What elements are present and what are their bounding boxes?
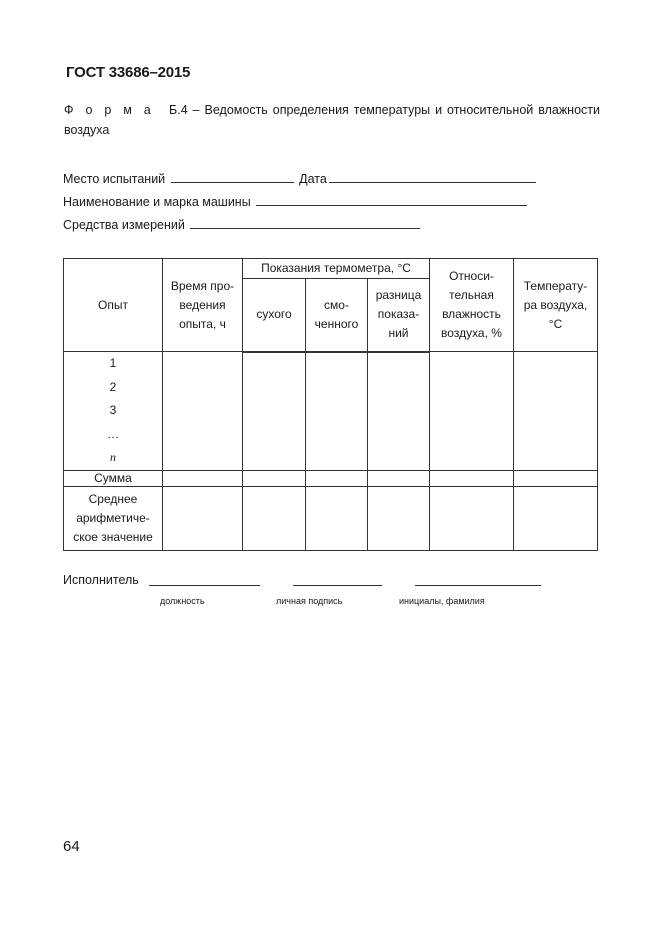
table-cell[interactable] xyxy=(243,486,306,550)
table-cell[interactable] xyxy=(306,486,368,550)
document-header: ГОСТ 33686–2015 xyxy=(66,64,191,81)
signature-line xyxy=(63,573,139,587)
dry-header: сухого xyxy=(243,279,306,352)
date-blank[interactable] xyxy=(329,170,536,183)
place-blank[interactable] xyxy=(171,170,294,183)
signature-blank[interactable] xyxy=(293,573,382,586)
machine-label: Наименование и марка машины xyxy=(63,195,251,209)
name-caption: инициалы, фамилия xyxy=(399,596,485,606)
table-cell[interactable] xyxy=(514,470,598,486)
signature-caption: личная подпись xyxy=(276,596,343,606)
table-cell[interactable] xyxy=(306,352,368,471)
position-caption: должность xyxy=(160,596,205,606)
table-cell[interactable] xyxy=(514,352,598,471)
form-title xyxy=(64,100,600,140)
thermometer-header: Показания термометра, °С xyxy=(243,259,430,279)
humidity-header: Относи- тельная влажность воздуха, % xyxy=(430,259,514,352)
sum-row xyxy=(64,470,598,486)
diff-header: разница показа- ний xyxy=(368,279,430,352)
name-blank[interactable] xyxy=(415,573,541,586)
instruments-blank[interactable] xyxy=(190,216,420,229)
table-row xyxy=(64,352,598,471)
sum-label: Сумма xyxy=(64,470,163,486)
table-cell[interactable] xyxy=(243,352,306,471)
table-cell[interactable] xyxy=(163,486,243,550)
wet-header: смо- ченного xyxy=(306,279,368,352)
table-cell[interactable] xyxy=(368,470,430,486)
temperature-header: Температу- ра воздуха, °С xyxy=(514,259,598,352)
trial-header: Опыт xyxy=(64,259,163,352)
form-title-text: Б.4 – Ведомость определения температуры и относительной влажности воздуха xyxy=(64,103,600,137)
table-cell[interactable] xyxy=(163,470,243,486)
table-cell[interactable] xyxy=(243,470,306,486)
position-blank[interactable] xyxy=(149,573,260,586)
machine-line xyxy=(63,193,527,209)
table-cell[interactable] xyxy=(163,352,243,471)
page-number: 64 xyxy=(63,838,80,855)
performer-label: Исполнитель xyxy=(63,573,139,587)
mean-label: Среднее арифметиче- ское значение xyxy=(64,486,163,550)
measurement-table xyxy=(63,258,598,551)
table-cell[interactable] xyxy=(306,470,368,486)
table-cell[interactable] xyxy=(368,486,430,550)
table-cell[interactable] xyxy=(430,470,514,486)
table-cell[interactable] xyxy=(430,486,514,550)
table-cell[interactable] xyxy=(368,352,430,471)
table-cell[interactable] xyxy=(430,352,514,471)
form-label: Ф о р м а xyxy=(64,103,155,117)
place-label: Место испытаний xyxy=(63,172,166,186)
time-header: Время про- ведения опыта, ч xyxy=(163,259,243,352)
row-numbers: 1 2 3 … n xyxy=(64,352,163,471)
instruments-line xyxy=(63,216,420,232)
place-date-line xyxy=(63,170,536,186)
mean-row xyxy=(64,486,598,550)
machine-blank[interactable] xyxy=(256,193,527,206)
date-label: Дата xyxy=(299,172,327,186)
table-cell[interactable] xyxy=(514,486,598,550)
instruments-label: Средства измерений xyxy=(63,218,185,232)
